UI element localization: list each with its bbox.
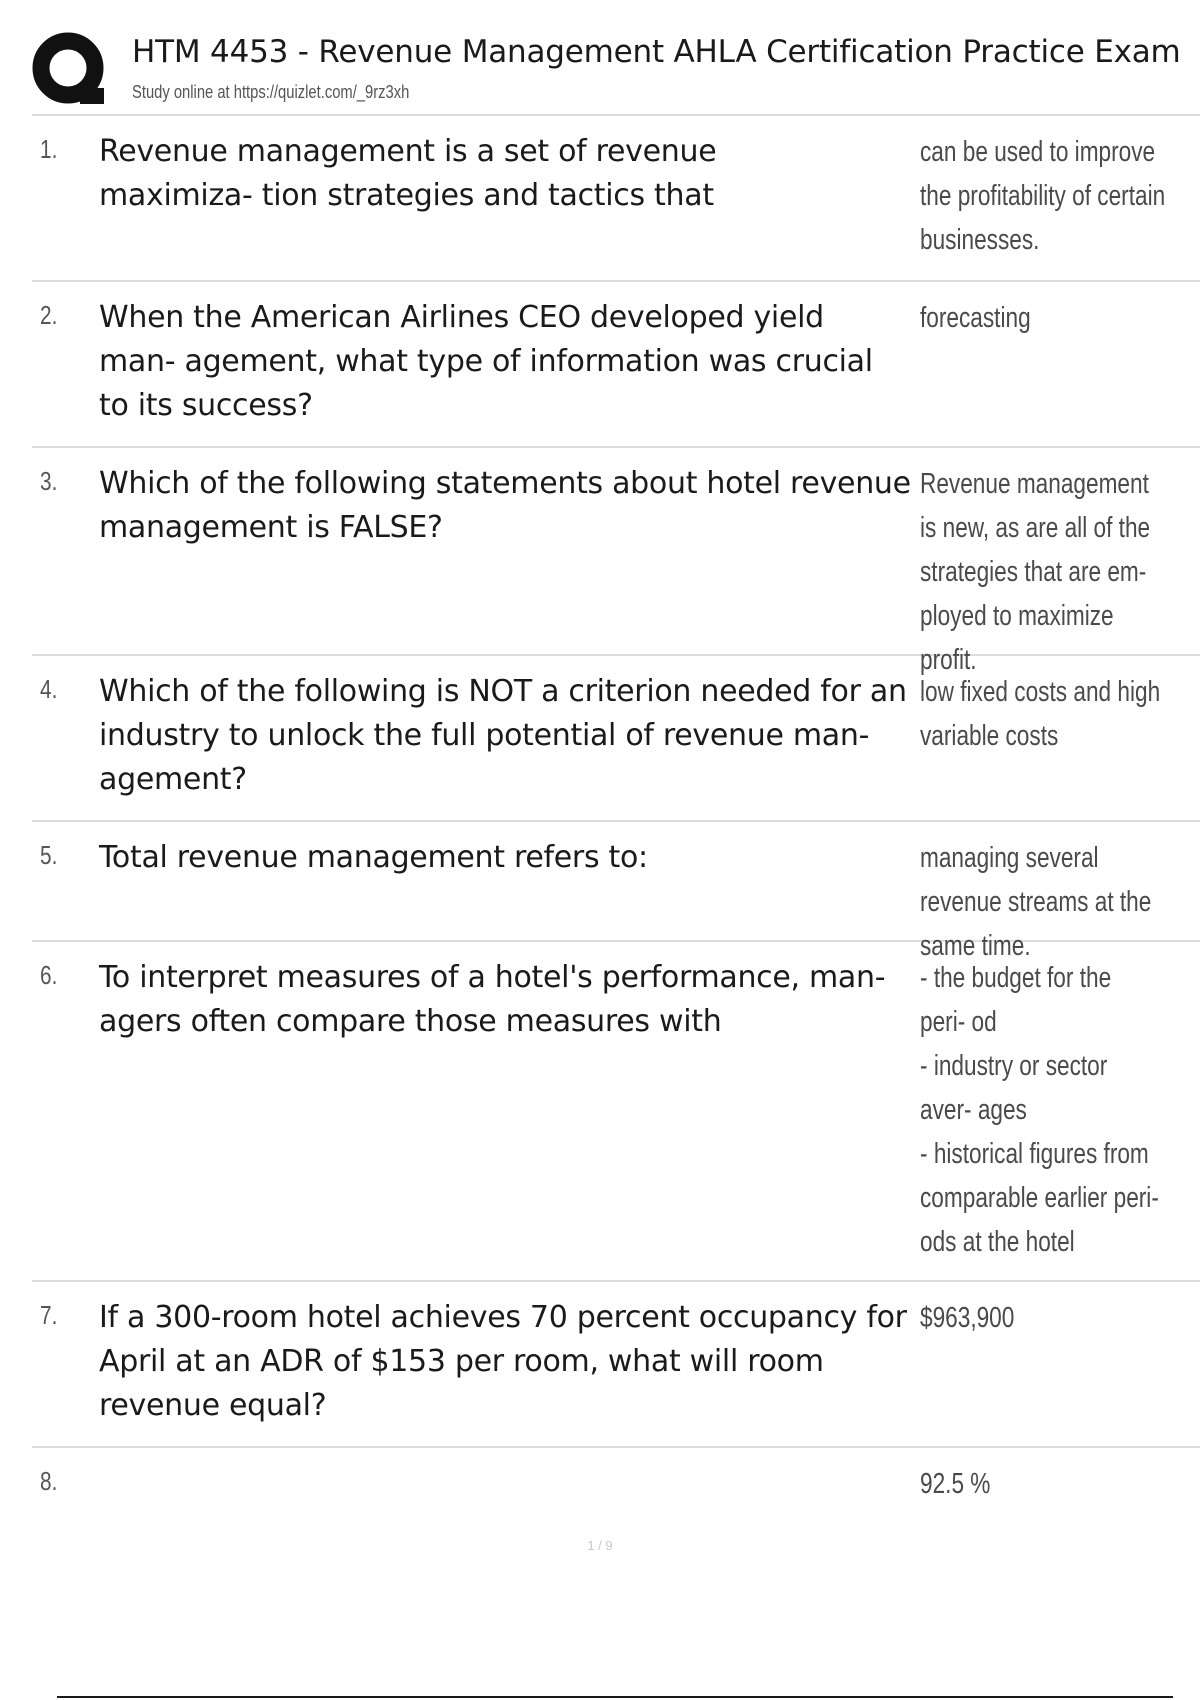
answer-text: - the budget for the peri- od - industry or sector aver- ages - historical figures from comparable earlier peri- ods at the hotel	[920, 962, 1159, 1258]
question-number: 5.	[40, 840, 58, 870]
question-text: Revenue management is a set of revenue maximiza- tion strategies and tactics that	[99, 134, 717, 213]
question-number: 6.	[40, 960, 58, 990]
question-row	[32, 116, 1200, 282]
question-text: When the American Airlines CEO developed yield man- agement, what type of information was crucial to its success?	[99, 300, 873, 423]
question-number: 7.	[40, 1300, 58, 1330]
question-number: 8.	[40, 1466, 58, 1496]
page-number: 1 / 9	[587, 1538, 613, 1553]
question-row	[32, 1448, 1200, 1528]
question-text: Which of the following statements about hotel revenue management is FALSE?	[99, 466, 911, 545]
answer-text: $963,900	[920, 1302, 1015, 1334]
answer-text: low fixed costs and high variable costs	[920, 676, 1161, 752]
question-row	[32, 822, 1200, 962]
study-online-link[interactable]: Study online at https://quizlet.com/_9rz3xh	[132, 82, 410, 102]
question-number: 1.	[40, 134, 58, 164]
answer-text: forecasting	[920, 302, 1031, 334]
answer-text: 92.5 %	[920, 1468, 991, 1500]
answer-text: can be used to improve the profitability of certain businesses.	[920, 136, 1166, 256]
question-number: 2.	[40, 300, 58, 330]
question-text: Which of the following is NOT a criterion needed for an industry to unlock the full potential of revenue man- agement?	[99, 674, 907, 797]
page-title: HTM 4453 - Revenue Management AHLA Certification Practice Exam	[132, 34, 1181, 70]
question-row	[32, 1282, 1200, 1448]
quizlet-logo-icon	[32, 32, 108, 108]
question-list	[32, 116, 1200, 1528]
question-number: 4.	[40, 674, 58, 704]
answer-text: managing several revenue streams at the same time.	[920, 842, 1152, 962]
question-text: If a 300-room hotel achieves 70 percent occupancy for April at an ADR of $153 per room, what will room revenue equal?	[99, 1300, 907, 1423]
question-row	[32, 448, 1200, 676]
question-row	[32, 282, 1200, 448]
page-header	[32, 28, 1200, 116]
question-number: 3.	[40, 466, 58, 496]
footer-divider	[57, 1696, 1173, 1698]
question-row	[32, 942, 1200, 1282]
question-text: To interpret measures of a hotel's performance, man- agers often compare those measures with	[99, 960, 886, 1039]
question-text: Total revenue management refers to:	[99, 840, 648, 875]
answer-text: Revenue management is new, as are all of the strategies that are em- ployed to maximize profit.	[920, 468, 1151, 676]
question-row	[32, 656, 1200, 822]
